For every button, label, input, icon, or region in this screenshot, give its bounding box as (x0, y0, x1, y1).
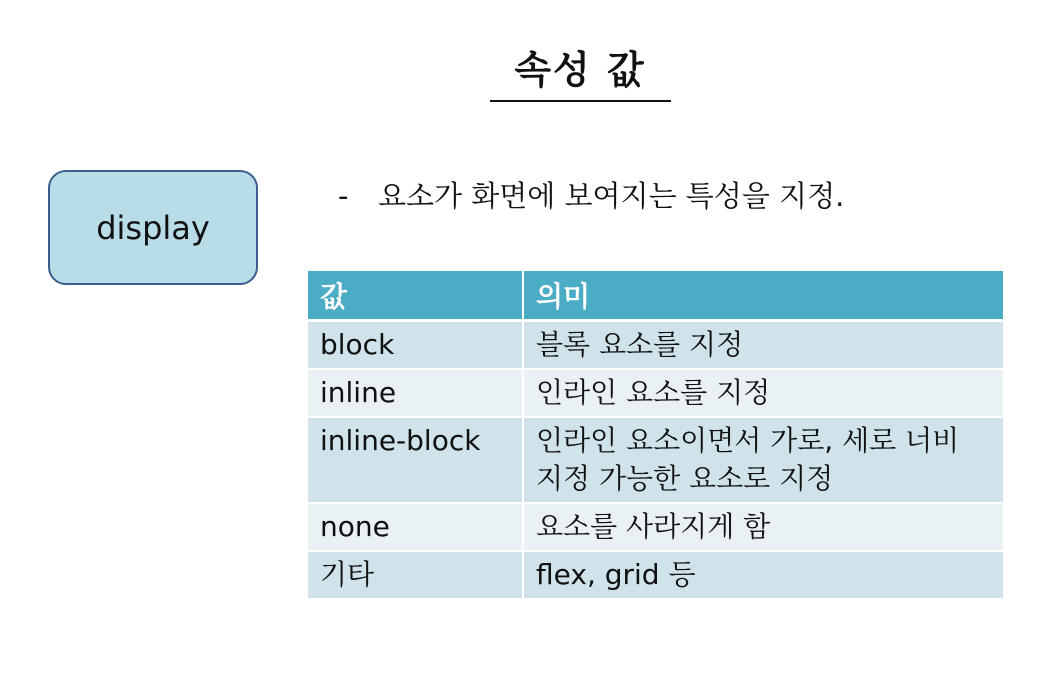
description-text: 요소가 화면에 보여지는 특성을 지정. (378, 179, 845, 213)
cell-value: inline (308, 369, 523, 417)
cell-value: none (308, 503, 523, 551)
description (338, 176, 844, 216)
table-row (308, 503, 1003, 551)
display-values-table (308, 271, 1003, 600)
cell-meaning: 인라인 요소를 지정 (523, 369, 1003, 417)
table-header-row (308, 271, 1003, 321)
cell-meaning: flex, grid 등 (523, 551, 1003, 599)
title-underline (490, 100, 671, 102)
cell-value: inline-block (308, 417, 523, 503)
description-bullet: - (338, 179, 349, 213)
property-name-label: display (96, 208, 210, 247)
page-title: 속성 값 (514, 48, 646, 92)
table-row (308, 417, 1003, 503)
header-value: 값 (308, 271, 523, 321)
property-name-box (48, 170, 258, 285)
table-row (308, 321, 1003, 370)
cell-meaning: 인라인 요소이면서 가로, 세로 너비 지정 가능한 요소로 지정 (523, 417, 1003, 503)
cell-value: 기타 (308, 551, 523, 599)
cell-meaning: 요소를 사라지게 함 (523, 503, 1003, 551)
header-meaning: 의미 (523, 271, 1003, 321)
table-row (308, 369, 1003, 417)
table-row (308, 551, 1003, 599)
cell-meaning: 블록 요소를 지정 (523, 321, 1003, 370)
cell-value: block (308, 321, 523, 370)
